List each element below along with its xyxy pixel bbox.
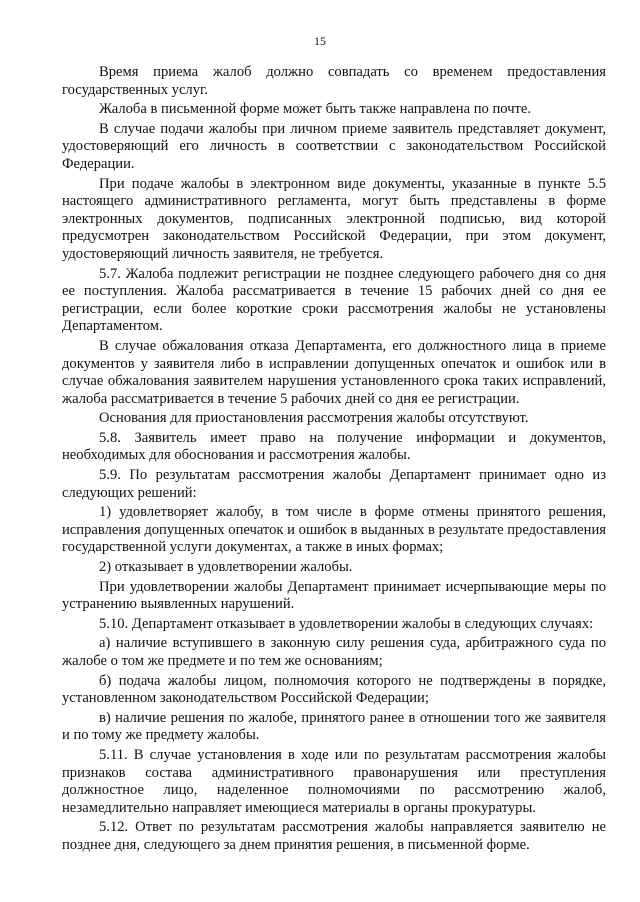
paragraph: 1) удовлетворяет жалобу, в том числе в форме отмены принятого решения, исправления допущенных опечаток и ошибок в выданных в результате предоставления государственной услуги документах, а также в иных формах; [62, 504, 606, 556]
paragraph: При подаче жалобы в электронном виде документы, указанные в пункте 5.5 настоящего административного регламента, могут быть представлены в форме электронных документов, подписанных электронной подписью, вид которой предусмотрен законодательством Российской Федерации, при этом документ, удостоверяющий личность заявителя, не требуется. [62, 175, 606, 262]
paragraph: 5.10. Департамент отказывает в удовлетворении жалобы в следующих случаях: [99, 615, 594, 632]
paragraph: 5.9. По результатам рассмотрения жалобы Департамент принимает одно из следующих решений: [62, 467, 606, 501]
paragraph: 5.12. Ответ по результатам рассмотрения жалобы направляется заявителю не позднее дня, следующего за днем принятия решения, в письменной форме. [62, 819, 606, 853]
paragraph: В случае подачи жалобы при личном приеме заявитель представляет документ, удостоверяющий его личность в соответствии с законодательством Российской Федерации. [62, 120, 606, 172]
paragraph: Основания для приостановления рассмотрения жалобы отсутствуют. [99, 410, 529, 427]
paragraph: а) наличие вступившего в законную силу решения суда, арбитражного суда по жалобе о том же предмете и по тем же основаниям; [62, 635, 606, 669]
paragraph: Жалоба в письменной форме может быть также направлена по почте. [99, 101, 532, 118]
paragraph: В случае обжалования отказа Департамента, его должностного лица в приеме документов у заявителя либо в исправлении допущенных опечаток и ошибок или в случае обжалования заявителем нарушения установленного срока таких исправлений, жалоба рассматривается в течение 5 рабочих дней со дня ее регистрации. [62, 337, 606, 407]
page-number: 15 [314, 34, 326, 48]
paragraph: 5.8. Заявитель имеет право на получение информации и документов, необходимых для обоснования и рассмотрения жалобы. [62, 429, 606, 464]
document-body [62, 64, 606, 857]
paragraph: При удовлетворении жалобы Департамент принимает исчерпывающие меры по устранению выявленных нарушений. [62, 578, 606, 613]
paragraph: 2) отказывает в удовлетворении жалобы. [99, 559, 353, 576]
paragraph: 5.7. Жалоба подлежит регистрации не позднее следующего рабочего дня со дня ее поступления. Жалоба рассматривается в течение 15 рабочих дней со дня ее регистрации, если более короткие сроки рассмотрения жалобы не установлены Департаментом. [62, 265, 606, 335]
paragraph: 5.11. В случае установления в ходе или по результатам рассмотрения жалобы признаков состава административного правонарушения или преступления должностное лицо, наделенное полномочиями по рассмотрению жалоб, незамедлительно направляет имеющиеся материалы в органы прокуратуры. [62, 746, 606, 816]
paragraph: Время приема жалоб должно совпадать со временем предоставления государственных услуг. [62, 64, 606, 98]
paragraph: б) подача жалобы лицом, полномочия которого не подтверждены в порядке, установленном законодательством Российской Федерации; [62, 672, 606, 707]
paragraph: в) наличие решения по жалобе, принятого ранее в отношении того же заявителя и по тому же предмету жалобы. [62, 709, 606, 744]
